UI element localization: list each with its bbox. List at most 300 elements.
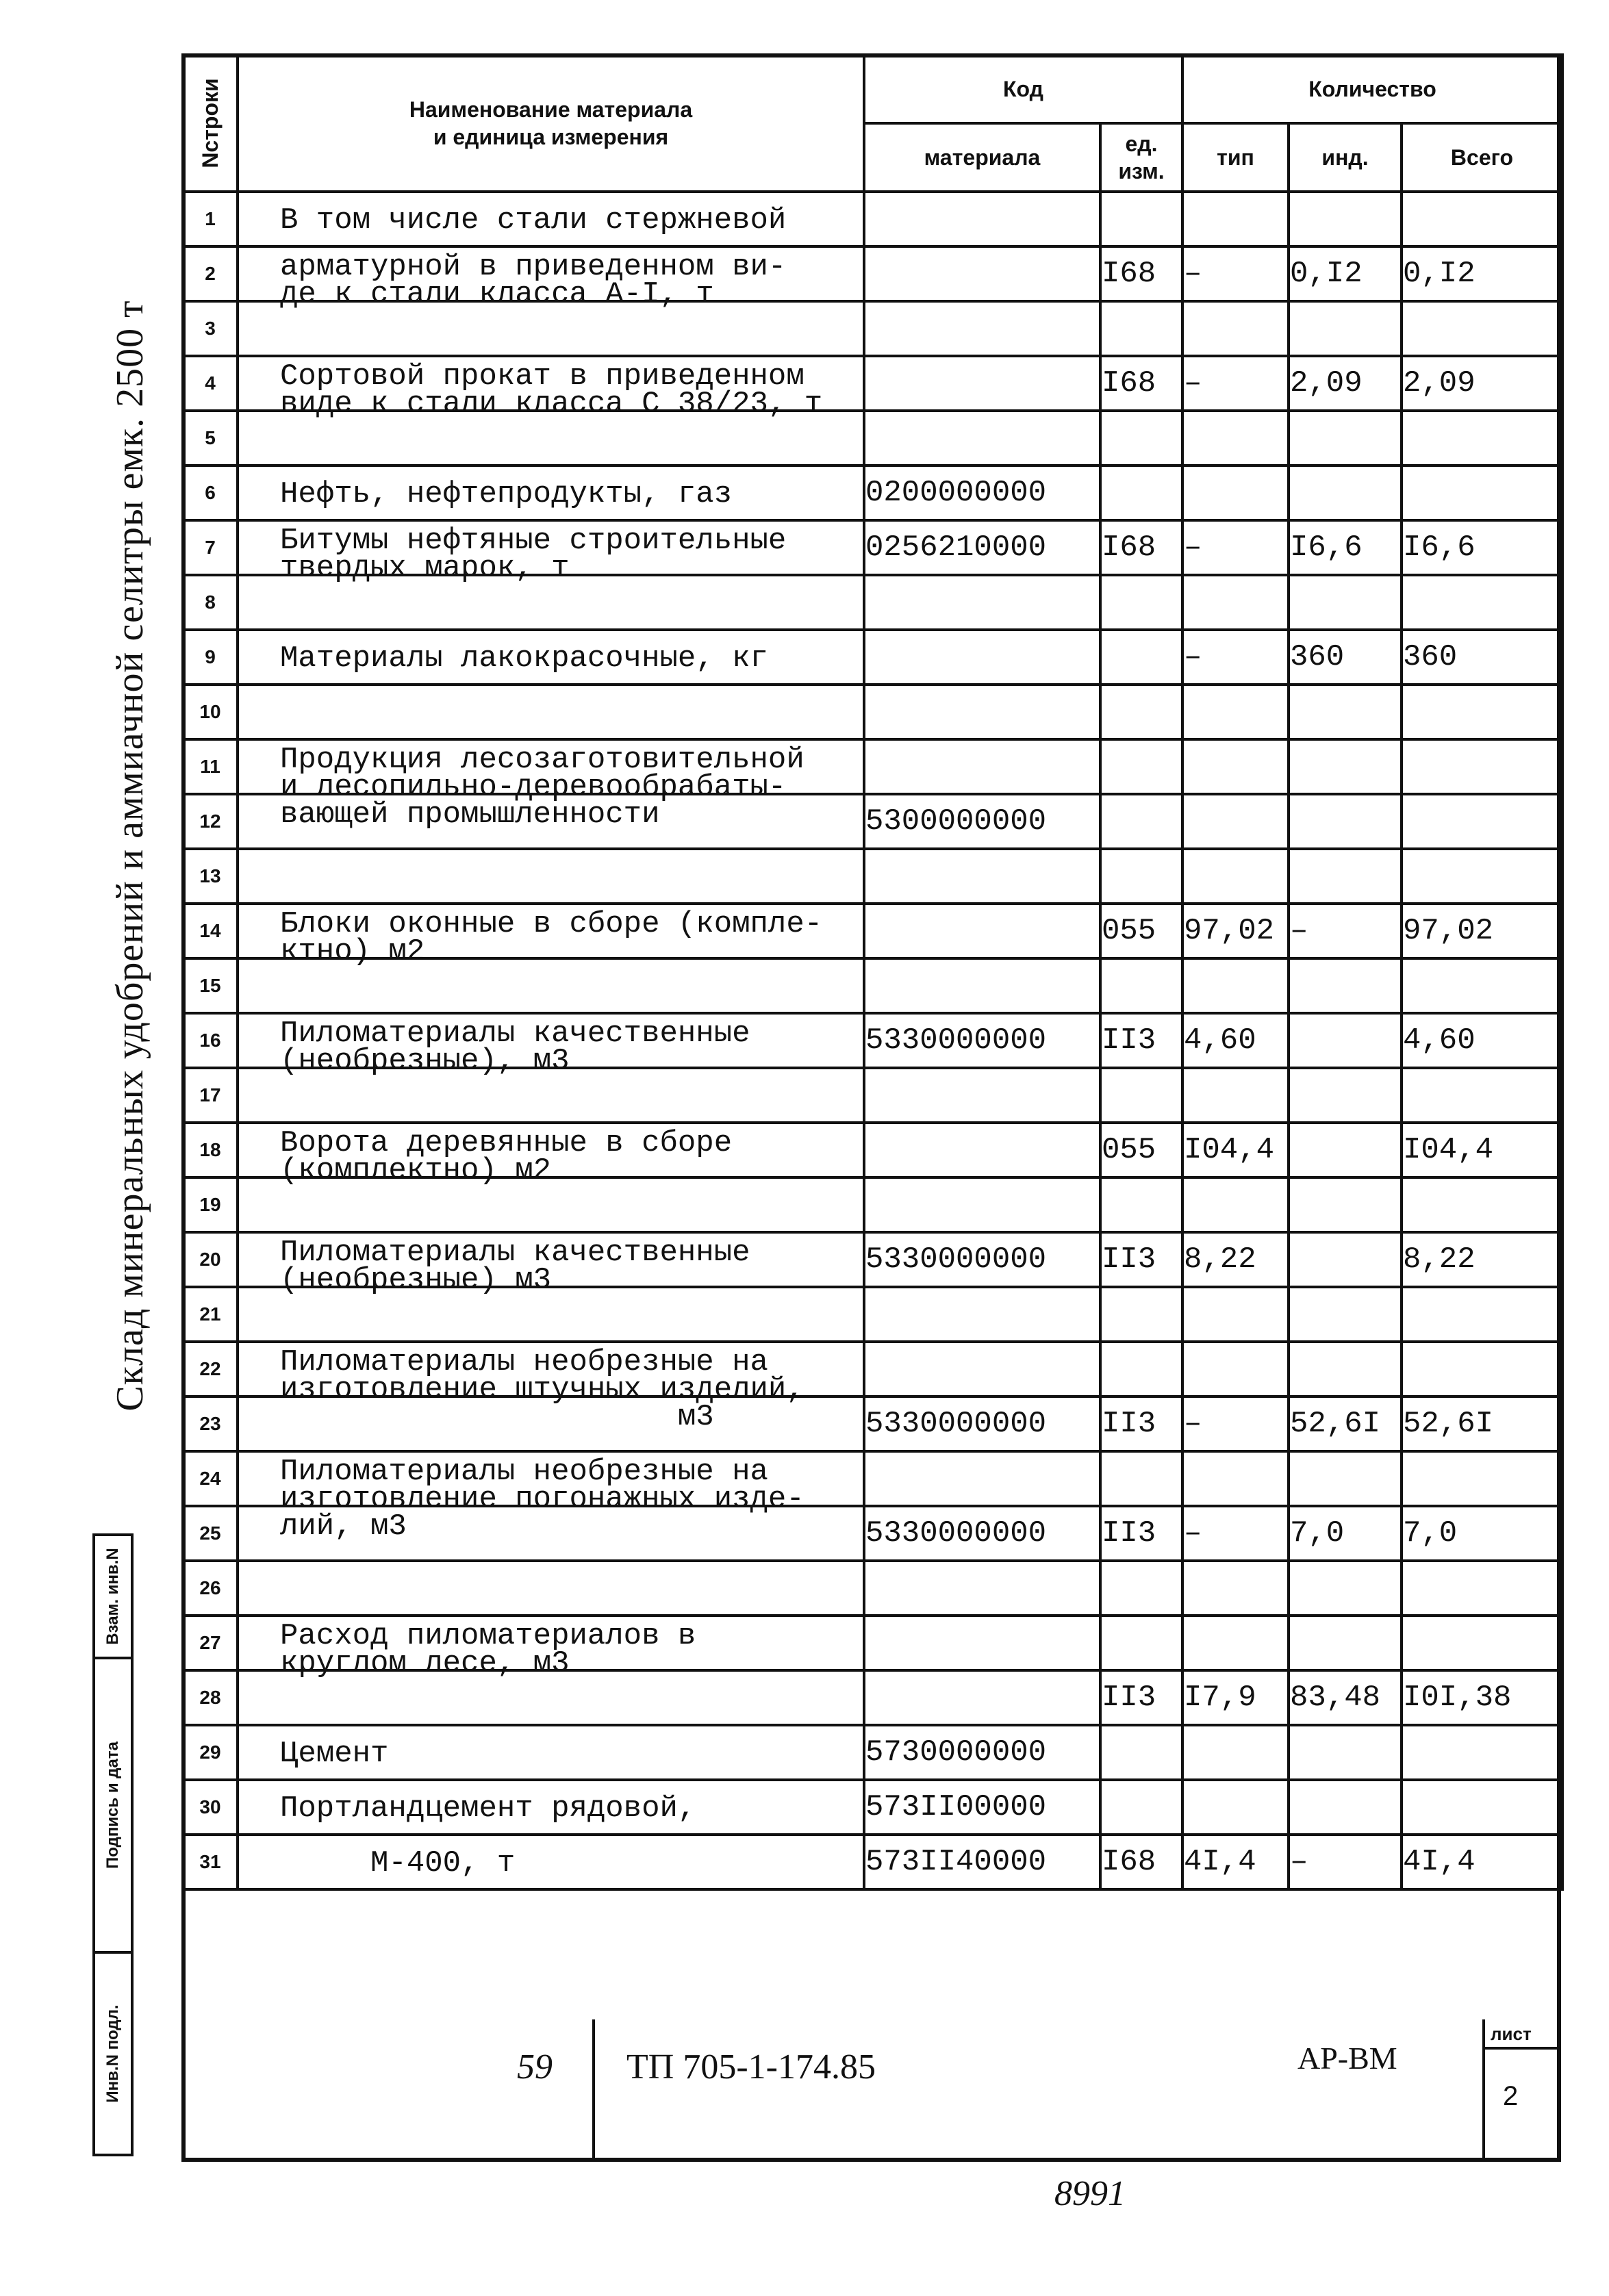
unit-cell	[1100, 301, 1182, 356]
title-block	[181, 2019, 1561, 2162]
unit-cell	[1100, 1287, 1182, 1342]
unit-cell	[1100, 794, 1182, 849]
material-name-line: В том числе стали стержневой	[280, 203, 787, 238]
unit-cell: I68	[1100, 520, 1182, 575]
typ-cell	[1182, 849, 1289, 904]
row-number: 2	[183, 246, 238, 301]
ind-cell	[1289, 1780, 1402, 1835]
material-cell	[864, 1451, 1100, 1506]
material-name-cell	[238, 685, 864, 739]
row-number: 20	[183, 1232, 238, 1287]
material-name-line: Сортовой прокат в приведенном	[280, 359, 804, 394]
material-code-header: материала	[864, 123, 1100, 192]
material-name-line: и лесопильно-деревообрабаты-	[280, 770, 787, 804]
material-cell: 0200000000	[864, 465, 1100, 520]
table-row	[183, 630, 1562, 685]
ind-cell	[1289, 1013, 1402, 1068]
material-name-cell	[238, 1013, 864, 1078]
material-cell	[864, 630, 1100, 685]
ind-cell: 2,09	[1289, 356, 1402, 411]
typ-cell: –	[1182, 1396, 1289, 1451]
typ-cell: 4,60	[1182, 1013, 1289, 1068]
row-number: 5	[183, 411, 238, 465]
typ-cell: 4I,4	[1182, 1835, 1289, 1889]
material-name-cell	[238, 1123, 864, 1188]
table-row	[183, 356, 1562, 411]
material-name-cell	[238, 1287, 864, 1342]
material-name-line: (необрезные) м3	[280, 1263, 552, 1297]
unit-cell: I68	[1100, 1835, 1182, 1889]
total-cell	[1402, 301, 1562, 356]
row-number: 4	[183, 356, 238, 411]
row-number: 22	[183, 1342, 238, 1396]
row-number: 7	[183, 520, 238, 575]
typ-cell	[1182, 958, 1289, 1013]
row-number: 18	[183, 1123, 238, 1177]
material-name-cell	[238, 1670, 864, 1725]
ind-cell	[1289, 1616, 1402, 1670]
unit-cell	[1100, 739, 1182, 794]
material-name	[280, 1737, 860, 1771]
total-cell: I04,4	[1402, 1123, 1562, 1177]
ind-cell	[1289, 192, 1402, 246]
material-name-cell	[238, 246, 864, 311]
total-header: Всего	[1402, 123, 1562, 192]
table-row	[183, 685, 1562, 739]
table-row	[183, 1451, 1562, 1506]
material-name-line: Нефть, нефтепродукты, газ	[280, 477, 733, 511]
total-cell	[1402, 411, 1562, 465]
typ-cell: –	[1182, 630, 1289, 685]
typ-header: тип	[1182, 123, 1289, 192]
ind-cell	[1289, 1068, 1402, 1123]
unit-cell	[1100, 1342, 1182, 1396]
material-cell	[864, 1068, 1100, 1123]
ind-cell	[1289, 1451, 1402, 1506]
typ-cell	[1182, 192, 1289, 246]
row-number: 31	[183, 1835, 238, 1889]
row-number: 6	[183, 465, 238, 520]
table-row	[183, 1013, 1562, 1068]
material-name	[280, 1017, 860, 1078]
unit-cell	[1100, 1177, 1182, 1232]
sheet-label: лист	[1491, 2024, 1532, 2044]
typ-cell: –	[1182, 356, 1289, 411]
table-row	[183, 1123, 1562, 1177]
total-cell	[1402, 739, 1562, 794]
material-name-cell	[238, 1232, 864, 1297]
typ-cell	[1182, 1342, 1289, 1396]
ind-cell	[1289, 575, 1402, 630]
material-name-cell	[238, 1835, 864, 1889]
material-name-cell	[238, 192, 864, 246]
row-number: 27	[183, 1616, 238, 1670]
table-row	[183, 1068, 1562, 1123]
total-cell	[1402, 1725, 1562, 1780]
material-cell: 5330000000	[864, 1396, 1100, 1451]
total-cell: 4,60	[1402, 1013, 1562, 1068]
table-row	[183, 1396, 1562, 1451]
table-row	[183, 520, 1562, 575]
stamp-label: Взам. инв.N	[103, 1548, 122, 1645]
total-cell	[1402, 1616, 1562, 1670]
stamp-cell-inventory	[95, 1954, 131, 2154]
total-cell: I0I,38	[1402, 1670, 1562, 1725]
table-row	[183, 575, 1562, 630]
unit-cell	[1100, 958, 1182, 1013]
table-row	[183, 1177, 1562, 1232]
material-name	[280, 1236, 860, 1297]
ind-cell: –	[1289, 1835, 1402, 1889]
ind-cell	[1289, 1725, 1402, 1780]
materials-table	[181, 53, 1564, 1891]
unit-header: ед. изм.	[1100, 123, 1182, 192]
unit-cell	[1100, 1068, 1182, 1123]
material-name	[280, 477, 860, 511]
material-name-line: Пиломатериалы необрезные на	[280, 1345, 768, 1379]
typ-cell: –	[1182, 246, 1289, 301]
material-cell	[864, 904, 1100, 958]
material-name-cell	[238, 411, 864, 465]
table-row	[183, 1670, 1562, 1725]
typ-cell	[1182, 1561, 1289, 1616]
table-row	[183, 1616, 1562, 1670]
table-row	[183, 1725, 1562, 1780]
table-row	[183, 1342, 1562, 1396]
unit-cell: 055	[1100, 1123, 1182, 1177]
unit-cell: II3	[1100, 1013, 1182, 1068]
ind-cell: 83,48	[1289, 1670, 1402, 1725]
row-number: 17	[183, 1068, 238, 1123]
material-name-line: вающей промышленности	[280, 798, 660, 832]
material-cell: 5330000000	[864, 1013, 1100, 1068]
material-name-line: виде к стали класса С 38/23, т	[280, 387, 823, 421]
unit-cell	[1100, 1561, 1182, 1616]
unit-cell	[1100, 1616, 1182, 1670]
typ-cell: –	[1182, 520, 1289, 575]
material-name-line: Материалы лакокрасочные, кг	[280, 641, 768, 676]
stamp-cell-replacement	[95, 1536, 131, 1659]
ind-cell: 360	[1289, 630, 1402, 685]
unit-cell	[1100, 849, 1182, 904]
ind-cell	[1289, 301, 1402, 356]
material-name-cell	[238, 575, 864, 630]
ind-cell	[1289, 685, 1402, 739]
unit-cell: II3	[1100, 1506, 1182, 1561]
table-row	[183, 1287, 1562, 1342]
material-cell	[864, 739, 1100, 794]
unit-cell: II3	[1100, 1232, 1182, 1287]
row-number: 24	[183, 1451, 238, 1506]
material-name	[280, 250, 860, 311]
material-cell	[864, 1616, 1100, 1670]
material-name-cell	[238, 1506, 864, 1561]
table-row	[183, 849, 1562, 904]
ind-cell: I6,6	[1289, 520, 1402, 575]
material-name-cell	[238, 1616, 864, 1681]
ind-cell	[1289, 739, 1402, 794]
material-name-line: Пиломатериалы качественные	[280, 1236, 750, 1270]
material-name	[280, 907, 860, 969]
material-name	[280, 1126, 860, 1188]
table-row	[183, 1561, 1562, 1616]
typ-cell	[1182, 1287, 1289, 1342]
table-row	[183, 794, 1562, 849]
row-number: 9	[183, 630, 238, 685]
table-row	[183, 192, 1562, 246]
typ-cell	[1182, 685, 1289, 739]
ind-cell: 52,6I	[1289, 1396, 1402, 1451]
typ-cell	[1182, 411, 1289, 465]
ind-cell	[1289, 411, 1402, 465]
material-cell	[864, 685, 1100, 739]
unit-cell	[1100, 630, 1182, 685]
row-number: 30	[183, 1780, 238, 1835]
row-number: 15	[183, 958, 238, 1013]
material-name-line: Портландцемент рядовой,	[280, 1791, 696, 1826]
material-name-cell	[238, 1342, 864, 1434]
table-row	[183, 739, 1562, 794]
material-cell	[864, 849, 1100, 904]
ind-cell: 0,I2	[1289, 246, 1402, 301]
typ-cell	[1182, 739, 1289, 794]
ind-cell	[1289, 1177, 1402, 1232]
material-cell	[864, 1342, 1100, 1396]
total-cell: 8,22	[1402, 1232, 1562, 1287]
total-cell	[1402, 794, 1562, 849]
row-number: 19	[183, 1177, 238, 1232]
total-cell: I6,6	[1402, 520, 1562, 575]
approval-stamp	[92, 1533, 134, 2156]
total-cell	[1402, 192, 1562, 246]
ind-cell	[1289, 1232, 1402, 1287]
material-name-cell	[238, 849, 864, 904]
typ-cell	[1182, 465, 1289, 520]
project-code: ТП 705-1-174.85	[626, 2048, 876, 2087]
material-cell	[864, 1123, 1100, 1177]
stamp-label: Подпись и дата	[103, 1742, 122, 1869]
total-cell	[1402, 575, 1562, 630]
table-row	[183, 904, 1562, 958]
ind-cell: –	[1289, 904, 1402, 958]
document-code: АР-ВМ	[1297, 2041, 1397, 2076]
total-cell: 2,09	[1402, 356, 1562, 411]
table-row	[183, 465, 1562, 520]
material-name-line: Пиломатериалы качественные	[280, 1017, 750, 1051]
unit-cell: II3	[1100, 1670, 1182, 1725]
material-name	[280, 524, 860, 585]
material-cell	[864, 301, 1100, 356]
total-cell	[1402, 1287, 1562, 1342]
material-name-line: твердых марок, т	[280, 551, 570, 585]
row-number: 1	[183, 192, 238, 246]
row-number: 13	[183, 849, 238, 904]
material-name	[280, 359, 860, 421]
total-cell	[1402, 1177, 1562, 1232]
material-name	[280, 1619, 860, 1681]
row-number: 11	[183, 739, 238, 794]
ind-cell	[1289, 794, 1402, 849]
typ-cell	[1182, 1616, 1289, 1670]
stamp-cell-signature	[95, 1659, 131, 1954]
row-number: 25	[183, 1506, 238, 1561]
typ-cell	[1182, 1451, 1289, 1506]
unit-cell	[1100, 685, 1182, 739]
material-name-cell	[238, 739, 864, 832]
material-cell	[864, 575, 1100, 630]
material-cell: 5730000000	[864, 1725, 1100, 1780]
total-cell: 7,0	[1402, 1506, 1562, 1561]
material-cell: 5330000000	[864, 1506, 1100, 1561]
material-name	[280, 1791, 860, 1826]
typ-cell	[1182, 301, 1289, 356]
total-cell	[1402, 685, 1562, 739]
divider	[1482, 2019, 1485, 2162]
total-cell: 0,I2	[1402, 246, 1562, 301]
total-cell	[1402, 465, 1562, 520]
table-row	[183, 1780, 1562, 1835]
unit-cell	[1100, 411, 1182, 465]
material-cell	[864, 1177, 1100, 1232]
material-cell: 0256210000	[864, 520, 1100, 575]
total-cell	[1402, 1342, 1562, 1396]
material-name-cell	[238, 1725, 864, 1780]
total-cell: 97,02	[1402, 904, 1562, 958]
material-cell	[864, 246, 1100, 301]
row-number: 21	[183, 1287, 238, 1342]
material-name-cell	[238, 904, 864, 969]
row-number: 10	[183, 685, 238, 739]
table-row	[183, 1506, 1562, 1561]
ind-cell	[1289, 1123, 1402, 1177]
material-name-cell	[238, 630, 864, 685]
side-title: Склад минеральных удобрений и аммиачной селитры емк. 2500 т	[109, 300, 151, 1412]
ind-cell	[1289, 1561, 1402, 1616]
ind-cell	[1289, 1287, 1402, 1342]
ind-header: инд.	[1289, 123, 1402, 192]
material-name-line: Битумы нефтяные строительные	[280, 524, 787, 558]
material-cell	[864, 1561, 1100, 1616]
material-name-line: М-400, т	[280, 1846, 516, 1880]
typ-cell	[1182, 1780, 1289, 1835]
row-number: 28	[183, 1670, 238, 1725]
material-name-cell	[238, 1068, 864, 1123]
material-name-line: Пиломатериалы необрезные на	[280, 1455, 768, 1489]
material-cell: 5300000000	[864, 794, 1100, 849]
total-cell	[1402, 1561, 1562, 1616]
total-cell	[1402, 1068, 1562, 1123]
typ-cell	[1182, 1725, 1289, 1780]
material-cell: 5330000000	[864, 1232, 1100, 1287]
material-name-line: Блоки оконные в сборе (компле-	[280, 907, 823, 941]
material-name-cell	[238, 958, 864, 1013]
material-name-cell	[238, 1396, 864, 1451]
unit-cell: II3	[1100, 1396, 1182, 1451]
material-name-line: де к стали класса А-I, т	[280, 277, 714, 311]
row-number: 26	[183, 1561, 238, 1616]
material-name	[280, 1846, 860, 1880]
material-name-cell	[238, 1451, 864, 1544]
material-name-cell	[238, 301, 864, 356]
ind-cell	[1289, 958, 1402, 1013]
table-row	[183, 1232, 1562, 1287]
total-cell: 4I,4	[1402, 1835, 1562, 1889]
row-number: 3	[183, 301, 238, 356]
row-number: 12	[183, 794, 238, 849]
material-name-line: лий, м3	[280, 1509, 407, 1544]
typ-cell: I7,9	[1182, 1670, 1289, 1725]
total-cell	[1402, 849, 1562, 904]
name-header: Наименование материала и единица измерения	[238, 55, 864, 192]
row-number: 14	[183, 904, 238, 958]
inventory-number: 8991	[1054, 2174, 1126, 2213]
sheet-value: 2	[1503, 2081, 1519, 2111]
material-name-cell	[238, 794, 864, 849]
ind-cell	[1289, 1342, 1402, 1396]
total-cell	[1402, 1451, 1562, 1506]
material-name-line: Ворота деревянные в сборе	[280, 1126, 733, 1160]
material-cell	[864, 411, 1100, 465]
material-cell: 573II00000	[864, 1780, 1100, 1835]
material-name-line: Цемент	[280, 1737, 389, 1771]
ind-cell	[1289, 465, 1402, 520]
row-number: 16	[183, 1013, 238, 1068]
unit-cell	[1100, 192, 1182, 246]
material-cell	[864, 192, 1100, 246]
material-cell	[864, 958, 1100, 1013]
row-number: 8	[183, 575, 238, 630]
material-name-cell	[238, 1780, 864, 1835]
typ-cell: –	[1182, 1506, 1289, 1561]
material-name-line: круглом лесе, м3	[280, 1646, 570, 1681]
row-number: 23	[183, 1396, 238, 1451]
table-row	[183, 301, 1562, 356]
table-row	[183, 1835, 1562, 1889]
total-cell: 52,6I	[1402, 1396, 1562, 1451]
row-number: 29	[183, 1725, 238, 1780]
quantity-header: Количество	[1182, 55, 1562, 123]
material-name-line: изготовление погонажных изде-	[280, 1482, 804, 1516]
stamp-label: Инв.N подл.	[103, 2004, 122, 2103]
ind-cell	[1289, 849, 1402, 904]
typ-cell	[1182, 575, 1289, 630]
unit-cell: I68	[1100, 356, 1182, 411]
typ-cell	[1182, 794, 1289, 849]
material-name-line: ктно) м2	[280, 934, 425, 969]
unit-cell	[1100, 1725, 1182, 1780]
material-cell	[864, 1287, 1100, 1342]
material-name-cell	[238, 520, 864, 585]
material-name-cell	[238, 1177, 864, 1232]
material-name-line: Продукция лесозаготовительной	[280, 743, 804, 777]
unit-cell	[1100, 575, 1182, 630]
page-number: 59	[517, 2048, 553, 2087]
material-cell: 573II40000	[864, 1835, 1100, 1889]
unit-cell	[1100, 1451, 1182, 1506]
typ-cell: 8,22	[1182, 1232, 1289, 1287]
total-cell	[1402, 958, 1562, 1013]
material-name-line: м3	[280, 1400, 714, 1434]
unit-cell	[1100, 1780, 1182, 1835]
row-number-header: Nстроки	[183, 55, 238, 192]
material-name	[280, 203, 860, 238]
unit-cell: 055	[1100, 904, 1182, 958]
material-name-line: (необрезные), м3	[280, 1044, 570, 1078]
material-cell	[864, 356, 1100, 411]
total-cell: 360	[1402, 630, 1562, 685]
total-cell	[1402, 1780, 1562, 1835]
ind-cell: 7,0	[1289, 1506, 1402, 1561]
